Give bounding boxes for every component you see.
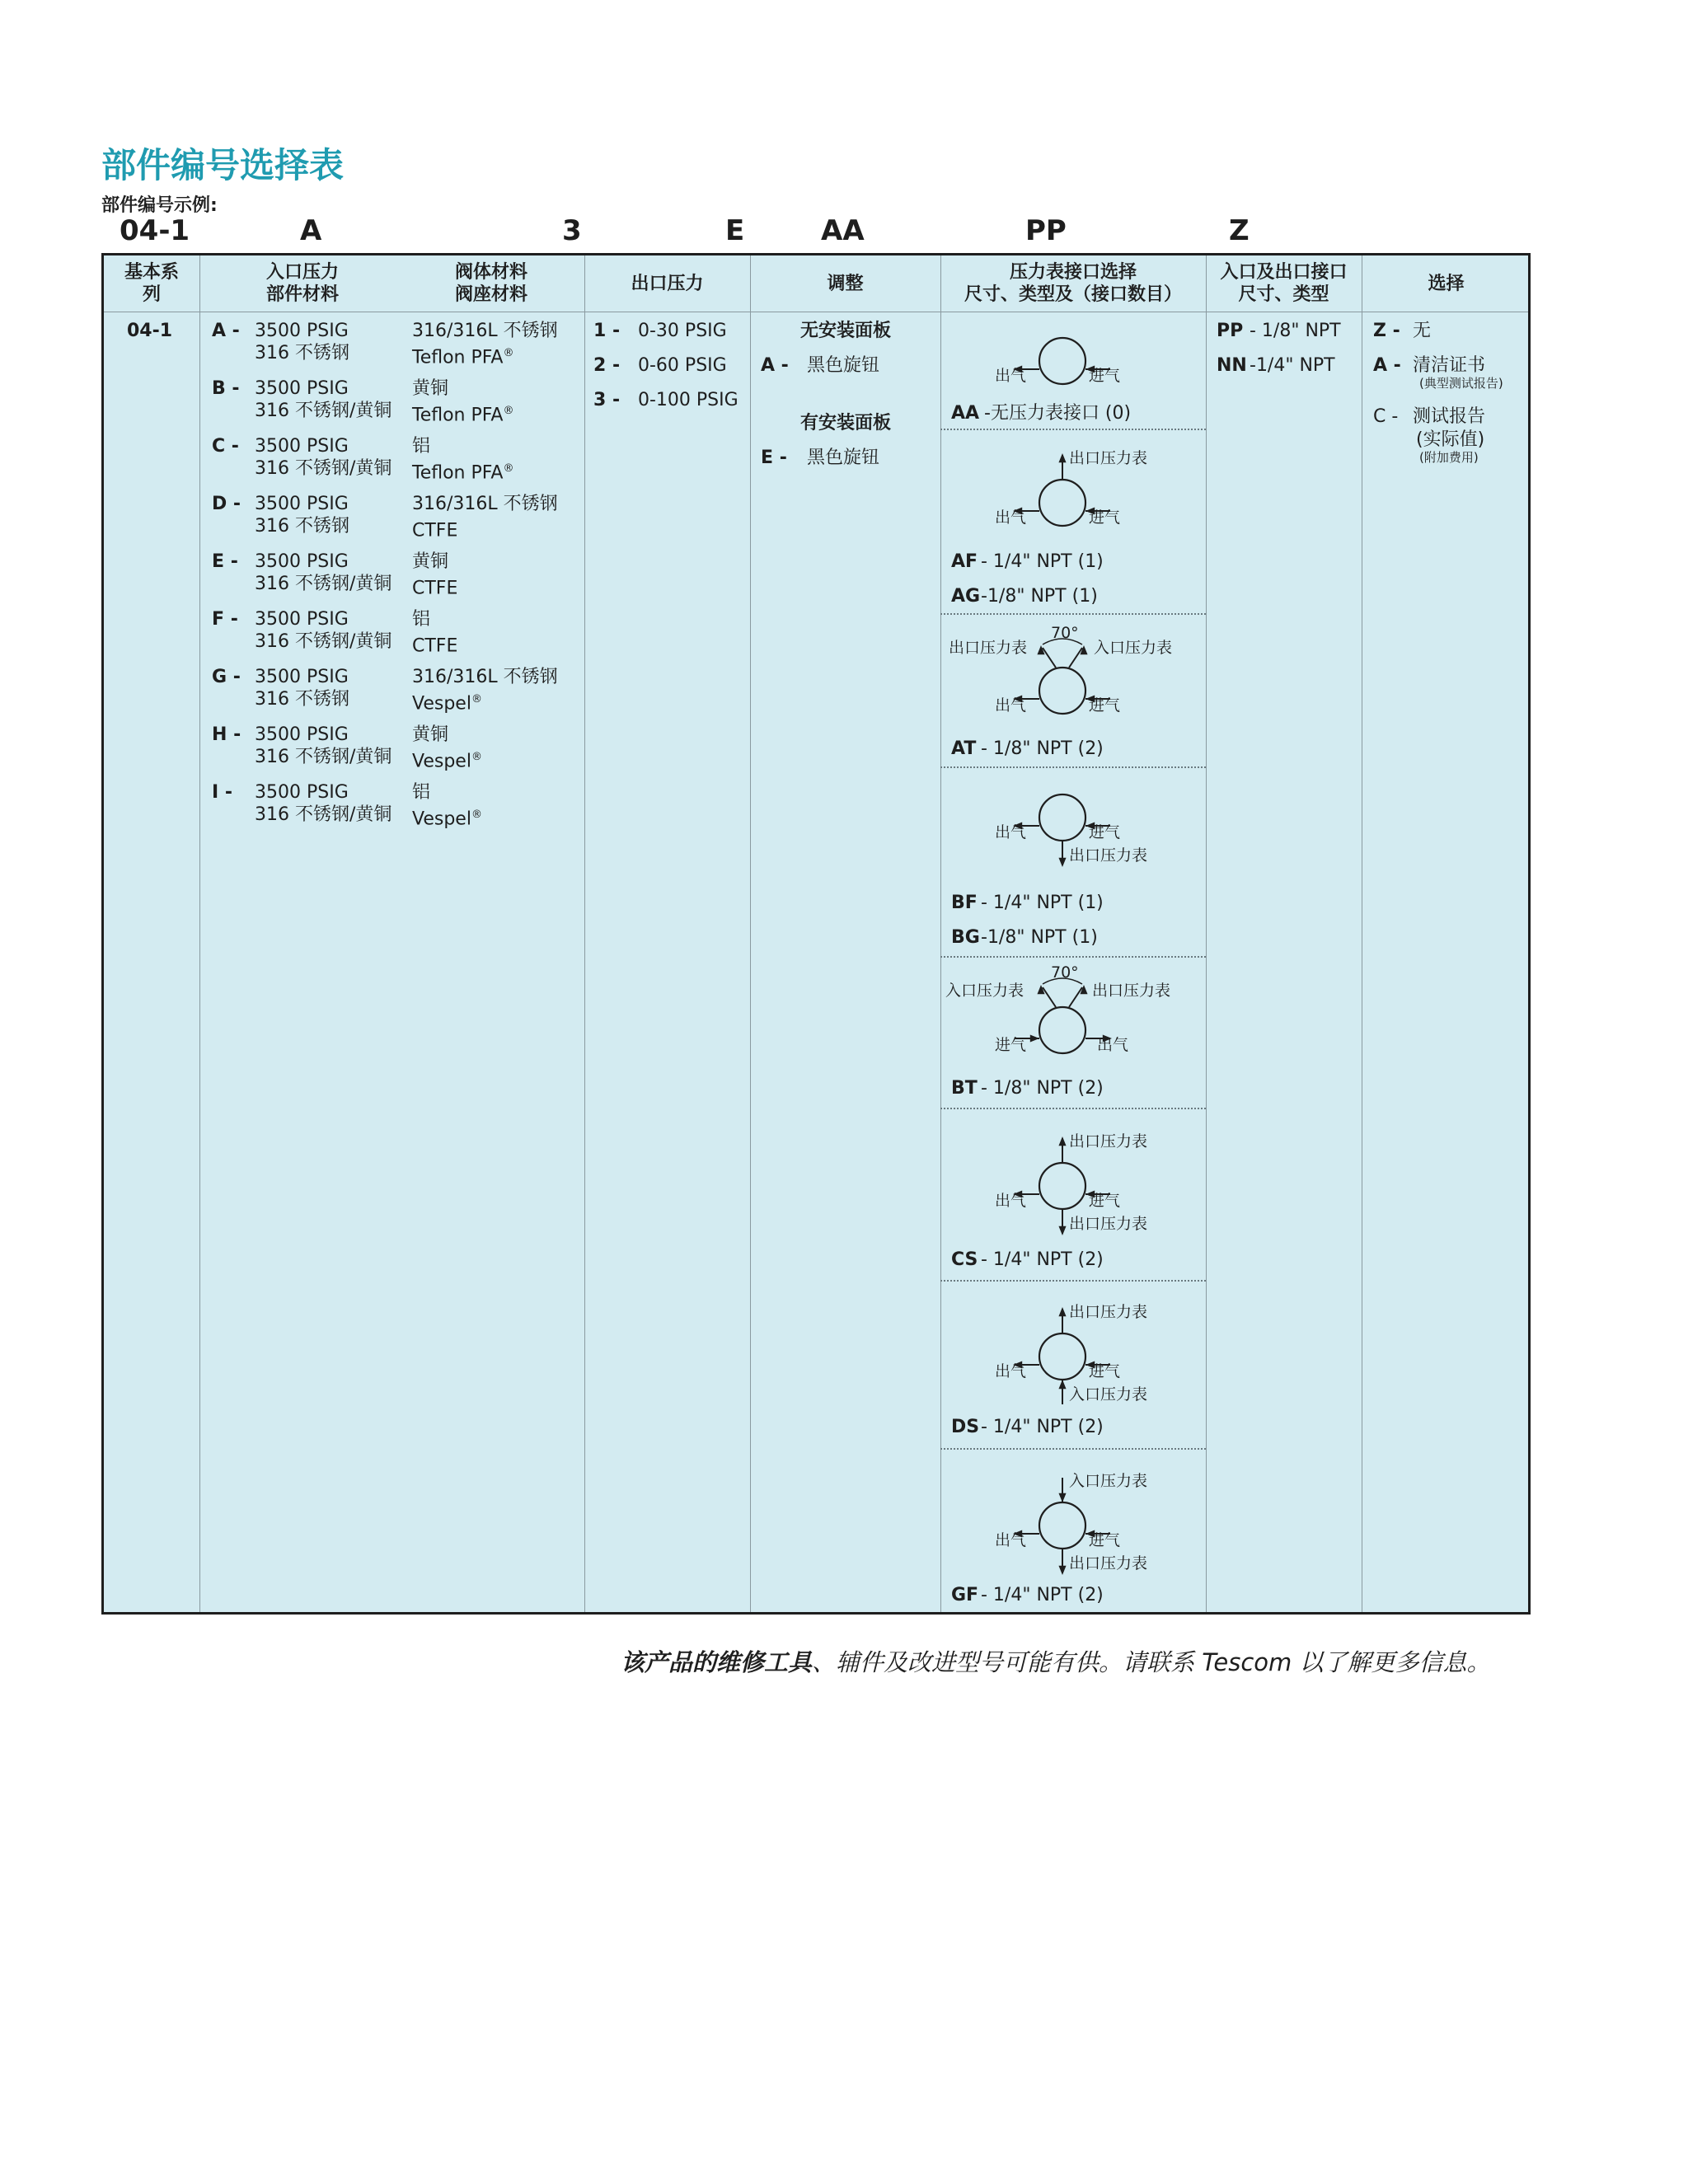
gauge-label: 出口压力表 xyxy=(1092,982,1171,1000)
seat-name: CTFE xyxy=(412,520,458,541)
gauge-code: BF xyxy=(951,893,978,913)
header-inlet: 入口压力 部件材料 xyxy=(265,262,339,305)
regulator-body-icon xyxy=(1039,480,1085,526)
inlet-label: 进气 xyxy=(1089,367,1121,385)
example-code-port: PP xyxy=(1025,214,1067,247)
gauge-label: 入口压力表 xyxy=(1069,1385,1148,1404)
example-code-outlet: 3 xyxy=(562,214,582,247)
seat-name: Vespel xyxy=(412,808,471,830)
gauge-port-angled xyxy=(1069,648,1082,668)
gauge-code: CS xyxy=(951,1249,978,1270)
gauge-label: 入口压力表 xyxy=(945,982,1025,1000)
arrowhead-icon xyxy=(1058,453,1066,462)
option-value-2: (实际值) xyxy=(1416,429,1485,450)
gauge-code: GF xyxy=(951,1585,979,1605)
example-code-option: Z xyxy=(1229,214,1250,247)
material-parts: 316 不锈钢/黄铜 xyxy=(255,574,392,594)
outlet-label: 出气 xyxy=(995,1362,1027,1380)
arrowhead-icon xyxy=(1058,1493,1066,1502)
material-body: 316/316L 不锈钢 xyxy=(412,667,558,687)
regulator-body-icon xyxy=(1039,1163,1085,1209)
material-parts: 316 不锈钢 xyxy=(255,516,349,537)
option-code: A - xyxy=(1373,355,1401,376)
material-code: F - xyxy=(212,609,238,630)
material-pressure: 3500 PSIG xyxy=(255,609,349,630)
material-pressure: 3500 PSIG xyxy=(255,436,349,457)
material-parts: 316 不锈钢/黄铜 xyxy=(255,747,392,767)
material-parts: 316 不锈钢/黄铜 xyxy=(255,458,392,479)
inlet-label: 进气 xyxy=(1089,823,1121,841)
outlet-label: 出气 xyxy=(995,823,1027,841)
option-value: 测试报告 xyxy=(1413,406,1486,427)
gauge-port-diagrams xyxy=(104,255,1533,1617)
seat-name: CTFE xyxy=(412,578,458,599)
material-pressure: 3500 PSIG xyxy=(255,378,349,399)
material-pressure: 3500 PSIG xyxy=(255,551,349,572)
option-code: Z - xyxy=(1373,321,1400,341)
material-code: E - xyxy=(212,551,238,572)
option-value: 无 xyxy=(1413,321,1432,341)
material-body: 黄铜 xyxy=(412,551,449,572)
seat-name: Vespel xyxy=(412,693,471,715)
material-body: 316/316L 不锈钢 xyxy=(412,494,558,514)
material-code: C - xyxy=(212,436,239,457)
inlet-label: 进气 xyxy=(1089,1192,1121,1210)
material-body: 316/316L 不锈钢 xyxy=(412,321,558,341)
adjust-code: E - xyxy=(761,448,787,468)
material-body: 铝 xyxy=(412,609,431,630)
gauge-desc: -1/8" NPT (1) xyxy=(981,586,1098,607)
part-number-table xyxy=(101,253,1531,1615)
angle-label: 70° xyxy=(1051,624,1079,642)
material-parts: 316 不锈钢/黄铜 xyxy=(255,401,392,421)
material-code: A - xyxy=(212,321,240,341)
gauge-code: AT xyxy=(951,738,977,759)
material-body: 黄铜 xyxy=(412,724,449,745)
material-parts: 316 不锈钢 xyxy=(255,689,349,710)
regulator-body-icon xyxy=(1039,1333,1085,1380)
gauge-label: 出口压力表 xyxy=(1069,1303,1148,1321)
gauge-port-angled xyxy=(1043,987,1056,1007)
arrowhead-icon xyxy=(1058,1380,1066,1389)
arrowhead-icon xyxy=(1030,1034,1039,1042)
gauge-port-angled xyxy=(1043,648,1056,668)
seat-name: Vespel xyxy=(412,751,471,772)
outlet-value: 0-100 PSIG xyxy=(638,390,738,410)
inlet-label: 进气 xyxy=(1089,696,1121,715)
inlet-label: 进气 xyxy=(1089,1362,1121,1380)
gauge-label: 出口压力表 xyxy=(949,639,1028,657)
gauge-desc: - 1/4" NPT (2) xyxy=(981,1249,1104,1270)
material-pressure: 3500 PSIG xyxy=(255,494,349,514)
example-code-material: A xyxy=(300,214,322,247)
gauge-code: DS xyxy=(951,1417,980,1437)
material-body: 黄铜 xyxy=(412,378,449,399)
gauge-code: AF xyxy=(951,551,978,572)
example-label: 部件编号示例: xyxy=(101,195,218,216)
arrowhead-icon xyxy=(1058,1137,1066,1146)
option-note: (附加费用) xyxy=(1419,450,1479,465)
regulator-body-icon xyxy=(1039,668,1085,714)
gauge-code: BG xyxy=(951,927,980,948)
gauge-code: AA xyxy=(951,403,980,424)
adjust-value: 黑色旋钮 xyxy=(807,448,880,468)
outlet-label: 出气 xyxy=(995,509,1027,527)
inlet-label: 进气 xyxy=(995,1036,1027,1054)
regulator-body-icon xyxy=(1039,794,1085,841)
header-gauge: 压力表接口选择 尺寸、类型及（接口数目） xyxy=(964,262,1182,305)
material-code: H - xyxy=(212,724,241,745)
outlet-label: 出气 xyxy=(995,696,1027,715)
header-option: 选择 xyxy=(1428,273,1465,294)
arrowhead-icon xyxy=(1058,1226,1066,1235)
gauge-label: 出口压力表 xyxy=(1069,846,1148,865)
port-code: NN xyxy=(1217,355,1247,376)
header-body: 阀体材料 阀座材料 xyxy=(454,262,528,305)
material-body: 铝 xyxy=(412,436,431,457)
registered-mark: ® xyxy=(503,405,514,417)
gauge-label: 入口压力表 xyxy=(1094,639,1173,657)
example-code-adjust: E xyxy=(725,214,745,247)
footer-rest: 、辅件及改进型号可能有供。请联系 Tescom 以了解更多信息。 xyxy=(812,1648,1491,1676)
outlet-code: 1 - xyxy=(593,321,621,341)
gauge-desc: - 1/4" NPT (2) xyxy=(981,1417,1104,1437)
seat-name: Teflon PFA xyxy=(412,462,504,484)
example-code-series: 04-1 xyxy=(120,214,190,247)
gauge-label: 出口压力表 xyxy=(1069,1215,1148,1233)
gauge-desc: - 1/4" NPT (1) xyxy=(981,893,1104,913)
gauge-label: 出口压力表 xyxy=(1069,449,1148,467)
gauge-code: AG xyxy=(951,586,981,607)
inlet-label: 进气 xyxy=(1089,1531,1121,1549)
adjust-panel: 有安装面板 xyxy=(800,413,892,434)
gauge-desc: - 1/8" NPT (2) xyxy=(981,738,1104,759)
registered-mark: ® xyxy=(503,347,514,359)
outlet-label: 出气 xyxy=(995,1531,1027,1549)
port-desc: - 1/8" NPT xyxy=(1250,321,1341,341)
registered-mark: ® xyxy=(503,462,514,475)
material-pressure: 3500 PSIG xyxy=(255,782,349,803)
outlet-label: 出气 xyxy=(995,367,1027,385)
adjust-no-panel: 无安装面板 xyxy=(800,321,892,341)
seat-name: Teflon PFA xyxy=(412,347,504,368)
material-parts: 316 不锈钢/黄铜 xyxy=(255,804,392,825)
base-value: 04-1 xyxy=(127,321,173,341)
port-desc: -1/4" NPT xyxy=(1250,355,1335,376)
arrowhead-icon xyxy=(1058,1307,1066,1316)
gauge-desc: - 1/4" NPT (2) xyxy=(981,1585,1104,1605)
regulator-body-icon xyxy=(1039,338,1085,384)
arrowhead-icon xyxy=(1058,1566,1066,1575)
option-code: C - xyxy=(1373,406,1399,427)
outlet-code: 2 - xyxy=(593,355,621,376)
gauge-desc: -无压力表接口 (0) xyxy=(984,403,1132,424)
outlet-value: 0-30 PSIG xyxy=(638,321,727,341)
inlet-label: 进气 xyxy=(1089,509,1121,527)
material-pressure: 3500 PSIG xyxy=(255,667,349,687)
material-parts: 316 不锈钢/黄铜 xyxy=(255,631,392,652)
angle-label: 70° xyxy=(1051,963,1079,982)
gauge-port-angled xyxy=(1069,987,1082,1007)
gauge-label: 出口压力表 xyxy=(1069,1554,1148,1572)
gauge-desc: - 1/8" NPT (2) xyxy=(981,1078,1104,1099)
gauge-desc: - 1/4" NPT (1) xyxy=(981,551,1104,572)
regulator-body-icon xyxy=(1039,1502,1085,1549)
outlet-label: 出气 xyxy=(995,1192,1027,1210)
material-parts: 316 不锈钢 xyxy=(255,343,349,363)
gauge-desc: -1/8" NPT (1) xyxy=(981,927,1098,948)
footer-note xyxy=(621,1644,1490,1678)
material-pressure: 3500 PSIG xyxy=(255,321,349,341)
adjust-value: 黑色旋钮 xyxy=(807,355,880,376)
header-adjust: 调整 xyxy=(827,273,864,294)
footer-bold: 该产品的维修工具 xyxy=(621,1648,813,1676)
seat-name: CTFE xyxy=(412,635,458,657)
seat-name: Teflon PFA xyxy=(412,405,504,426)
arrowhead-icon xyxy=(1058,858,1066,867)
option-note: (典型测试报告) xyxy=(1419,376,1503,391)
outlet-code: 3 - xyxy=(593,390,621,410)
example-code-gauge: AA xyxy=(821,214,865,247)
header-outlet: 出口压力 xyxy=(631,273,704,294)
registered-mark: ® xyxy=(471,808,482,821)
outlet-label: 出气 xyxy=(1097,1036,1129,1054)
regulator-body-icon xyxy=(1039,1007,1085,1053)
material-code: G - xyxy=(212,667,241,687)
material-code: I - xyxy=(212,782,232,803)
outlet-value: 0-60 PSIG xyxy=(638,355,727,376)
registered-mark: ® xyxy=(471,693,482,705)
gauge-label: 出口压力表 xyxy=(1069,1132,1148,1151)
material-pressure: 3500 PSIG xyxy=(255,724,349,745)
gauge-code: BT xyxy=(951,1078,978,1099)
port-code: PP xyxy=(1217,321,1244,341)
header-base: 基本系 列 xyxy=(124,262,179,305)
material-code: B - xyxy=(212,378,240,399)
registered-mark: ® xyxy=(471,751,482,763)
option-value: 清洁证书 xyxy=(1413,355,1486,376)
page-title: 部件编号选择表 xyxy=(101,145,345,185)
material-code: D - xyxy=(212,494,241,514)
adjust-code: A - xyxy=(761,355,789,376)
gauge-label: 入口压力表 xyxy=(1069,1472,1148,1490)
material-body: 铝 xyxy=(412,782,431,803)
header-port: 入口及出口接口 尺寸、类型 xyxy=(1220,262,1348,305)
